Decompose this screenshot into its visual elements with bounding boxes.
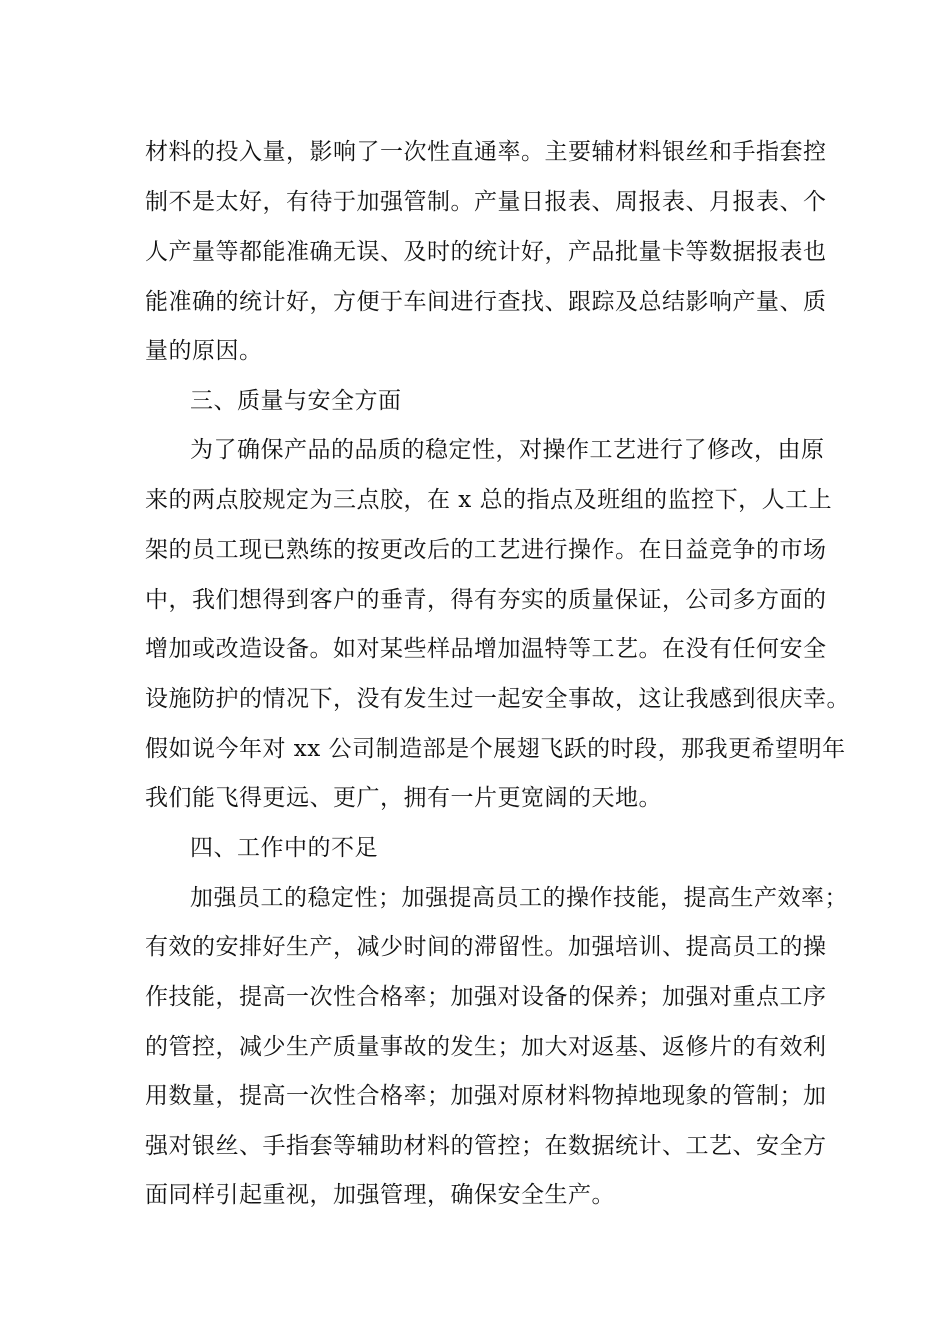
body-text-line: 强对银丝、手指套等辅助材料的管控；在数据统计、工艺、安全方 [145,1133,827,1159]
body-text-line: 架的员工现已熟练的按更改后的工艺进行操作。在日益竞争的市场 [145,537,827,563]
body-text-line: 制不是太好，有待于加强管制。产量日报表、周报表、月报表、个 [145,189,827,215]
section-heading-shortcomings: 四、工作中的不足 [190,835,378,861]
body-text-line: 设施防护的情况下，没有发生过一起安全事故，这让我感到很庆幸。 [145,686,850,712]
body-text-line: 能准确的统计好，方便于车间进行查找、跟踪及总结影响产量、质 [145,289,827,315]
body-text-line: 用数量，提高一次性合格率；加强对原材料物掉地现象的管制；加 [145,1083,827,1109]
body-text-line: 来的两点胶规定为三点胶，在 x 总的指点及班组的监控下，人工上 [145,487,833,513]
section-heading-quality-safety: 三、质量与安全方面 [190,388,402,414]
body-text-line: 材料的投入量，影响了一次性直通率。主要辅材料银丝和手指套控 [145,139,827,165]
body-text-line: 假如说今年对 xx 公司制造部是个展翅飞跃的时段，那我更希望明年 [145,736,846,762]
body-text-line: 人产量等都能准确无误、及时的统计好，产品批量卡等数据报表也 [145,239,827,265]
body-text-line: 面同样引起重视，加强管理，确保安全生产。 [145,1182,615,1208]
body-text-line: 量的原因。 [145,338,263,364]
body-text-line: 有效的安排好生产，减少时间的滞留性。加强培训、提高员工的操 [145,934,827,960]
body-text-line: 加强员工的稳定性；加强提高员工的操作技能，提高生产效率； [190,885,848,911]
body-text-line: 我们能飞得更远、更广，拥有一片更宽阔的天地。 [145,785,662,811]
body-text-line: 中，我们想得到客户的垂青，得有夯实的质量保证，公司多方面的 [145,587,827,613]
body-text-line: 的管控，减少生产质量事故的发生；加大对返基、返修片的有效利 [145,1034,827,1060]
body-text-line: 增加或改造设备。如对某些样品增加温特等工艺。在没有任何安全 [145,636,827,662]
body-text-line: 作技能，提高一次性合格率；加强对设备的保养；加强对重点工序 [145,984,827,1010]
body-text-line: 为了确保产品的品质的稳定性，对操作工艺进行了修改，由原 [190,437,825,463]
